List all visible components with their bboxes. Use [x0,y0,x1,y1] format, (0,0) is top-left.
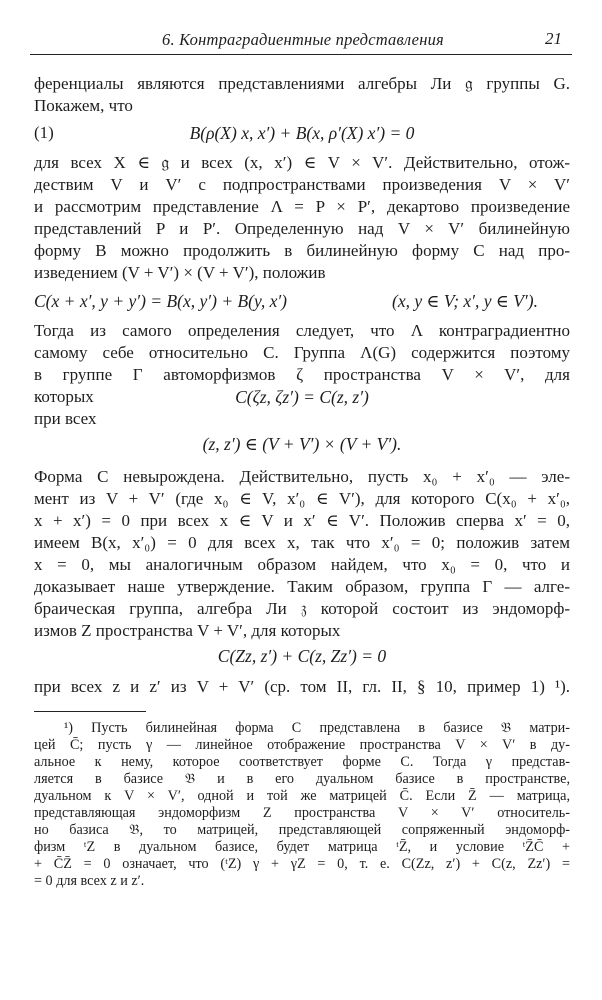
equation-1: B(ρ(X) x, x′) + B(x, ρ′(X) x′) = 0 [189,123,415,143]
text-line: x = 0, мы аналогичным образом найдем, что x₀ = 0, что и [34,555,570,574]
text-line: в группе Γ автоморфизмов ζ пространства V × V′, для [34,365,570,384]
text-line: измов Z пространства V + V′, для которых [34,621,341,640]
text-line: браическая группа, алгебра Ли 𝔷 которой состоит из эндоморф- [34,599,570,618]
footnote-line: + C̄Z̄ = 0 означает, что (ᵗZ) γ + γZ = 0, т. е. C(Zz, z′) + C(z, Zz′) = [34,856,570,872]
text-line: форму B можно продолжить в билинейную форму C над про- [34,241,570,260]
footnote-rule [34,711,146,712]
text-line: имеем B(x, x′₀) = 0 для всех x, так что x′₀ = 0; положив затем [34,533,570,552]
text-line: для всех X ∈ 𝔤 и всех (x, x′) ∈ V × V′. Действительно, отож- [34,153,570,172]
text-line: изведением (V + V′) × (V + V′), положив [34,263,326,282]
equation-2-condition: (x, y ∈ V; x′, y ∈ V′). [392,291,538,311]
equation-5: C(Zz, z′) + C(z, Zz′) = 0 [217,646,387,666]
equation-3: C(ζz, ζz′) = C(z, z′) [235,387,369,407]
running-header [30,28,572,54]
text-line: дествим V и V′ с подпространствами произведения V × V′ [34,175,570,194]
text-line: Форма C невырождена. Действительно, пусть x₀ + x′₀ — эле- [34,467,570,486]
text-line: мент из V + V′ (где x₀ ∈ V, x′₀ ∈ V′), для которого C(x₀ + x′₀, [34,489,570,508]
equation-4: (z, z′) ∈ (V + V′) × (V + V′). [202,434,402,454]
text-line: представлений P и P′. Определенную над V × V′ билинейную [34,219,570,238]
footnote-line: ¹) Пусть билинейная форма C представлена в базисе 𝔅 матри- [64,720,570,736]
footnote-line: но базиса 𝔅, то матрицей, представляющей сопряженный эндоморф- [34,822,570,838]
text-line: при всех [34,409,97,428]
text-line: и рассмотрим представление Λ = P × P′, декартово произведение [34,197,570,216]
header-title: 6. Контраградиентные представления [162,30,444,49]
text-line: самому себе относительно C. Группа Λ(G) содержится поэтому [34,343,570,362]
footnote-line: дуальном к V × V′, одной и той же матрицей C̄. Если Z̄ — матрица, [34,788,570,804]
footnote-line: ляется в базисе 𝔅 и в его дуальном базисе в пространстве, [34,771,570,787]
text-line: доказывает наше утверждение. Таким образом, группа Γ — алге- [34,577,570,596]
page-number: 21 [545,29,562,48]
footnote-line: альное к нему, которое соответствует форме C. Тогда γ представ- [34,754,570,770]
text-line: которых [34,387,94,406]
equation-label: (1) [34,123,54,142]
footnote-line: физм ᵗZ в дуальном базисе, будет матрица ᵗZ̄, и условие ᵗZ̄C̄ + [34,839,570,855]
footnote-line: = 0 для всех z и z′. [34,873,145,889]
text-line: Тогда из самого определения следует, что Λ контраградиентно [34,321,570,340]
text-line: ференциалы являются представлениями алгебры Ли 𝔤 группы G. [34,74,570,93]
text-line: Покажем, что [34,96,133,115]
text-line: x + x′) = 0 при всех x ∈ V и x′ ∈ V′. Положив сперва x′ = 0, [34,511,570,530]
footnote-line: цей C̄; пусть γ — линейное отображение пространства V × V′ в ду- [34,737,570,753]
text-line: при всех z и z′ из V + V′ (ср. том II, гл. II, § 10, пример 1) ¹). [34,677,570,696]
header-rule [30,54,572,55]
footnote-line: представляющая эндоморфизм Z пространства V × V′ относитель- [34,805,570,821]
equation-2: C(x + x′, y + y′) = B(x, y′) + B(y, x′) [34,291,287,311]
